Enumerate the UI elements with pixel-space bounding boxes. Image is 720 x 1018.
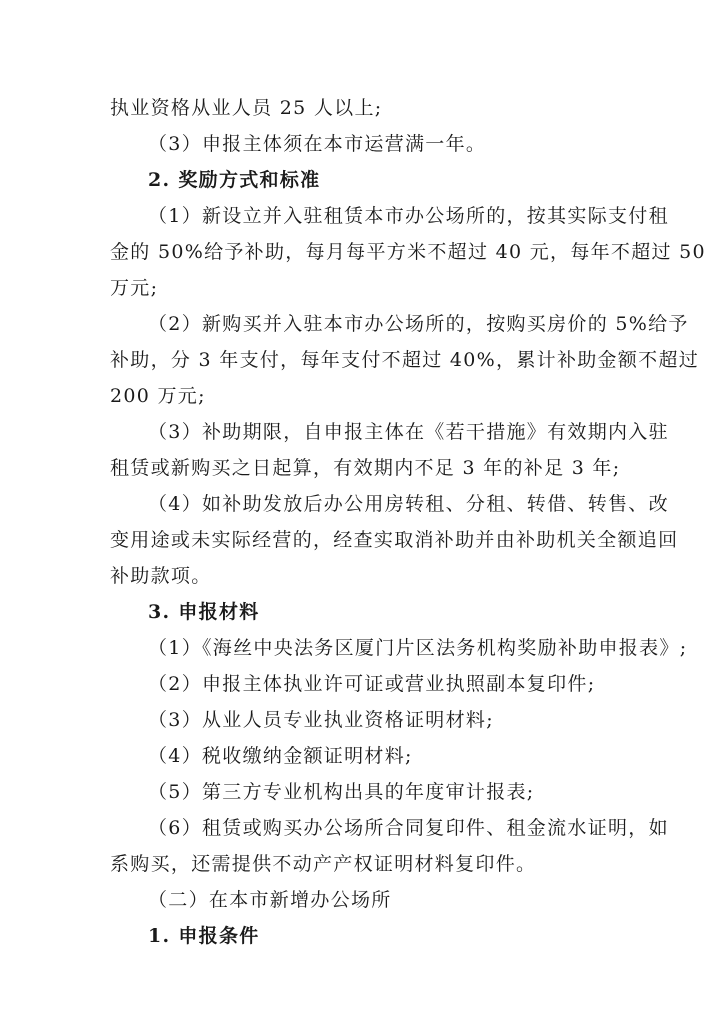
- list-item: （4）如补助发放后办公用房转租、分租、转借、转售、改: [148, 493, 669, 515]
- list-item: （1）新设立并入驻租赁本市办公场所的，按其实际支付租: [148, 205, 669, 227]
- list-item: （3）申报主体须在本市运营满一年。: [148, 133, 487, 155]
- list-item: （2）申报主体执业许可证或营业执照副本复印件;: [148, 673, 596, 695]
- section-heading: 1. 申报条件: [148, 925, 260, 947]
- body-text-line: 万元;: [110, 277, 159, 299]
- list-item: （1）《海丝中央法务区厦门片区法务机构奖励补助申报表》;: [148, 637, 688, 659]
- section-heading: 3. 申报材料: [148, 601, 260, 623]
- body-text-line: 变用途或未实际经营的，经查实取消补助并由补助机关全额追回: [110, 529, 679, 551]
- body-text-line: 租赁或新购买之日起算，有效期内不足 3 年的补足 3 年;: [110, 457, 621, 479]
- body-text-line: 金的 50%给予补助，每月每平方米不超过 40 元，每年不超过 50: [110, 241, 706, 263]
- list-item: （3）从业人员专业执业资格证明材料;: [148, 709, 494, 731]
- list-item: （4）税收缴纳金额证明材料;: [148, 745, 413, 767]
- list-item: （5）第三方专业机构出具的年度审计报表;: [148, 781, 535, 803]
- list-item: （2）新购买并入驻本市办公场所的，按购买房价的 5%给予: [148, 313, 689, 335]
- subsection-heading: （二）在本市新增办公场所: [148, 889, 392, 911]
- body-text-line: 执业资格从业人员 25 人以上;: [110, 97, 383, 119]
- list-item: （6）租赁或购买办公场所合同复印件、租金流水证明，如: [148, 817, 669, 839]
- list-item: （3）补助期限，自申报主体在《若干措施》有效期内入驻: [148, 421, 669, 443]
- section-heading: 2. 奖励方式和标准: [148, 169, 321, 191]
- body-text-line: 系购买，还需提供不动产产权证明材料复印件。: [110, 853, 537, 875]
- body-text-line: 200 万元;: [110, 385, 206, 407]
- body-text-line: 补助款项。: [110, 565, 212, 587]
- body-text-line: 补助，分 3 年支付，每年支付不超过 40%，累计补助金额不超过: [110, 349, 700, 371]
